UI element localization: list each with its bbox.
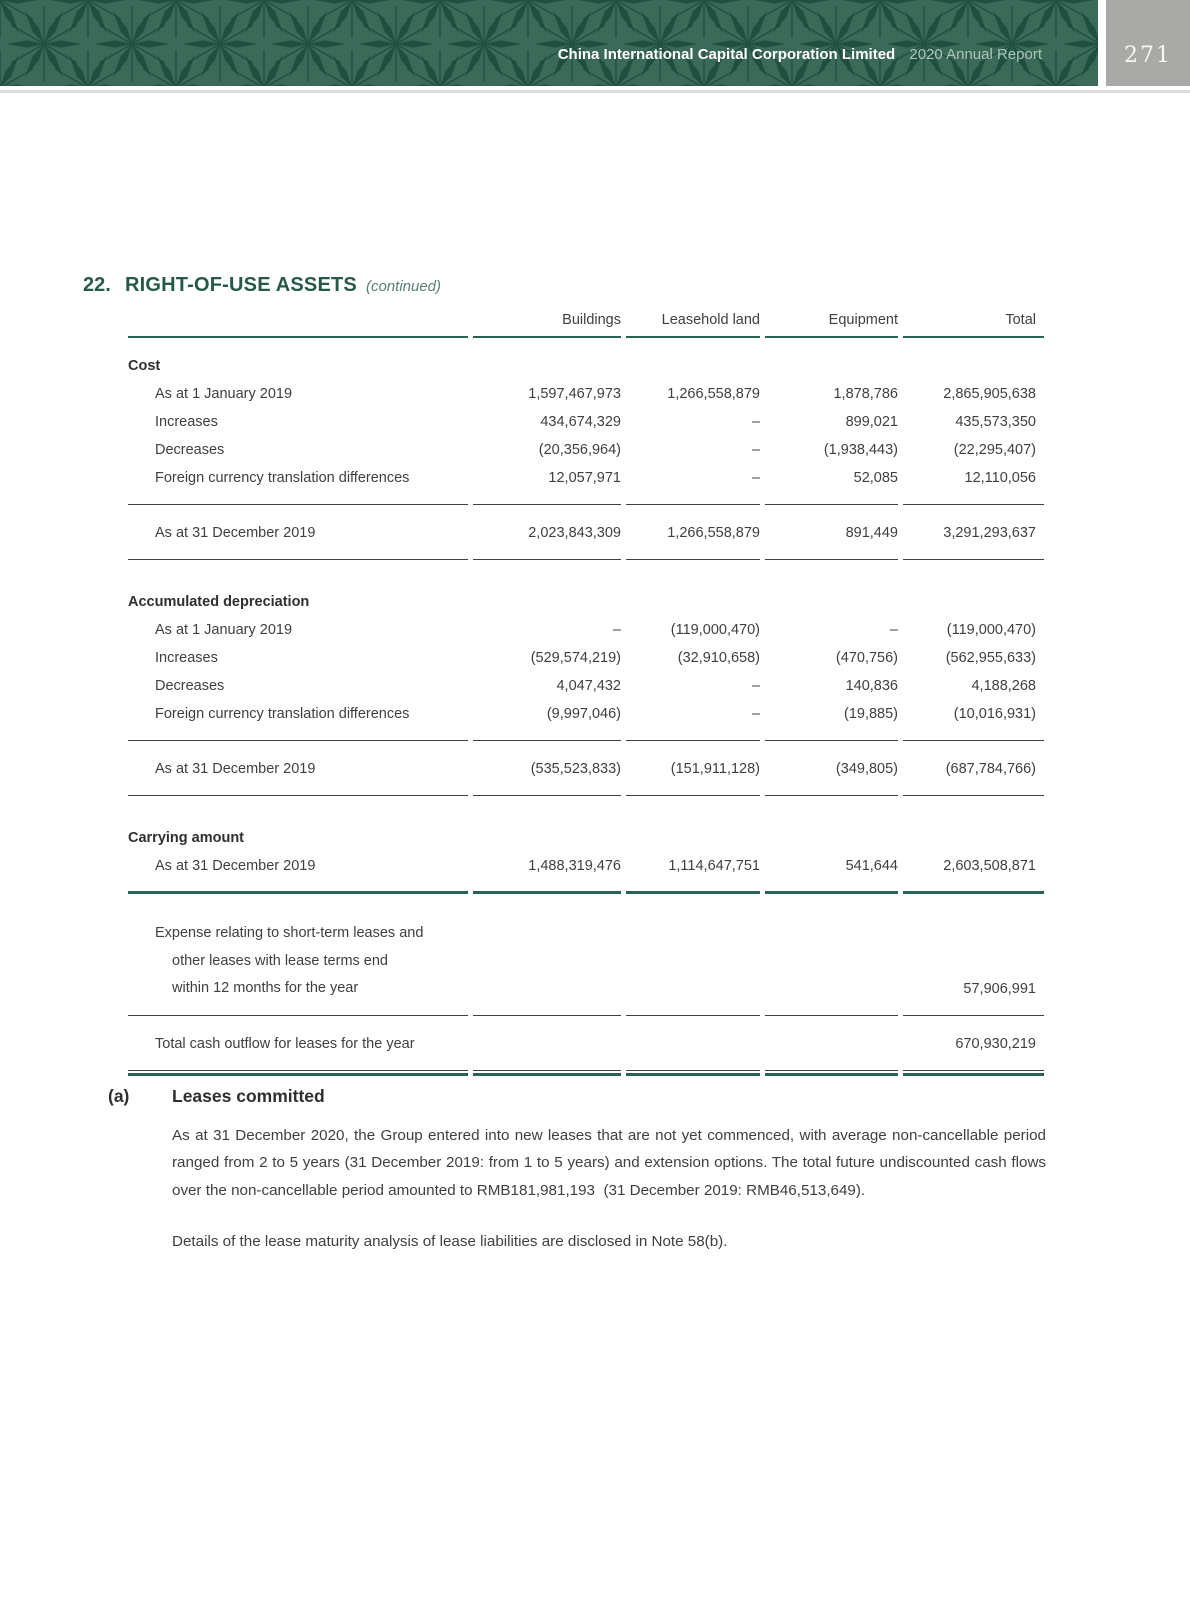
cell-value: 140,836 [845, 678, 898, 694]
table-row [128, 464, 1044, 505]
asanoha-pattern-icon [0, 0, 1098, 86]
cell-value: – [626, 700, 760, 741]
cell-value: (119,000,470) [946, 622, 1036, 638]
cell-value: (529,574,219) [530, 650, 621, 666]
cell-value [626, 1030, 760, 1071]
row-label: Increases [155, 650, 218, 666]
section-heading: Accumulated depreciation [128, 594, 310, 610]
cell-value: (119,000,470) [670, 622, 760, 638]
row-label: As at 31 December 2019 [128, 755, 468, 796]
table-header-row [128, 312, 1044, 338]
column-header: Leasehold land [626, 312, 760, 338]
section-a-body [172, 1122, 1051, 1256]
cell-value: (22,295,407) [953, 442, 1036, 458]
cell-value: 12,057,971 [473, 464, 621, 505]
cell-value: 4,047,432 [556, 678, 621, 694]
empty-cell [626, 338, 760, 380]
cell-value: 2,023,843,309 [473, 519, 621, 560]
cell-value: 891,449 [765, 519, 898, 560]
cell-value: – [612, 622, 621, 638]
cell-value: 1,266,558,879 [626, 519, 760, 560]
row-label: Increases [155, 414, 218, 430]
banner-text [558, 47, 1042, 62]
section-heading-row [128, 338, 1044, 380]
cell-value: 2,865,905,638 [943, 386, 1036, 402]
row-label: Foreign currency translation differences [128, 464, 468, 505]
note-continued-label: (continued) [365, 278, 442, 295]
cell-value: (20,356,964) [538, 442, 621, 458]
row-label: Foreign currency translation differences [128, 700, 468, 741]
cell-value: (535,523,833) [473, 755, 621, 796]
empty-cell [473, 338, 621, 380]
cell-value: 1,488,319,476 [473, 852, 621, 894]
empty-cell [903, 338, 1044, 380]
section-a [108, 1086, 1051, 1256]
spacer-cell [128, 560, 1044, 574]
row-label: As at 31 December 2019 [128, 852, 468, 894]
empty-cell [626, 810, 760, 852]
cell-value: (151,911,128) [626, 755, 760, 796]
rou-table [123, 312, 1049, 1076]
cell-value: 12,110,056 [903, 464, 1044, 505]
spacer-cell [128, 796, 1044, 810]
right-of-use-assets-table-wrap [123, 312, 1049, 1076]
section-a-heading: Leases committed [172, 1086, 325, 1106]
row-label-line: within 12 months for the year [172, 980, 359, 996]
spacer-cell [128, 505, 1044, 519]
spacer-cell [128, 1016, 1044, 1030]
table-row [128, 920, 1044, 1016]
table-row [128, 644, 1044, 672]
cell-value: 1,266,558,879 [667, 386, 760, 402]
cell-value: 435,573,350 [955, 414, 1036, 430]
row-label: Decreases [155, 678, 225, 694]
cell-value: (32,910,658) [677, 650, 760, 666]
cell-value [765, 1030, 898, 1071]
spacer-row [128, 560, 1044, 574]
cell-value: (19,885) [765, 700, 898, 741]
cell-value [765, 920, 898, 1016]
table-row [128, 519, 1044, 560]
table-row [128, 616, 1044, 644]
section-heading-row [128, 574, 1044, 616]
cell-value: 1,878,786 [833, 386, 898, 402]
cell-value: – [751, 414, 760, 430]
spacer-row [128, 796, 1044, 810]
banner-divider [0, 90, 1190, 93]
report-title: 2020 Annual Report [909, 46, 1042, 63]
header-banner [0, 0, 1098, 86]
empty-cell [765, 810, 898, 852]
table-row [128, 755, 1044, 796]
cell-value: – [751, 678, 760, 694]
cell-value [473, 920, 621, 1016]
cell-value: 4,188,268 [971, 678, 1036, 694]
empty-cell [626, 574, 760, 616]
cell-value: (10,016,931) [903, 700, 1044, 741]
section-a-paragraph-1: As at 31 December 2020, the Group entered into new leases that are not yet commenced, with average non-cancellable period ranged from 2 to 5 years (31 December 2019: from 1 to 5 years) and extension options. The total future undiscounted cash flows over the non-cancellable period amounted to RMB181,981,193 (31 December 2019: RMB46,513,649). [172, 1127, 1051, 1199]
cell-value: 541,644 [765, 852, 898, 894]
cell-value: (349,805) [765, 755, 898, 796]
cell-value: 434,674,329 [540, 414, 621, 430]
cell-value: – [626, 464, 760, 505]
cell-value: 670,930,219 [903, 1030, 1044, 1071]
empty-cell [473, 574, 621, 616]
table-row [128, 436, 1044, 464]
cell-value: – [751, 442, 760, 458]
rou-table-body [128, 312, 1044, 1076]
cell-value [626, 920, 760, 1016]
cell-value: 1,597,467,973 [528, 386, 621, 402]
cell-value [473, 1030, 621, 1071]
cell-value: (562,955,633) [945, 650, 1036, 666]
spacer-row [128, 894, 1044, 920]
row-label: As at 31 December 2019 [128, 519, 468, 560]
row-label: Decreases [155, 442, 225, 458]
section-a-heading-row [108, 1086, 1046, 1107]
table-row [128, 380, 1044, 408]
column-header: Equipment [765, 312, 898, 338]
row-label: As at 1 January 2019 [155, 622, 293, 638]
cell-value: 2,603,508,871 [903, 852, 1044, 894]
section-a-marker: (a) [108, 1086, 130, 1106]
empty-cell [765, 574, 898, 616]
spacer-row [128, 505, 1044, 519]
column-header: Total [903, 312, 1044, 338]
note-heading: RIGHT-OF-USE ASSETS [125, 274, 357, 296]
rule-cell [473, 1071, 621, 1076]
cell-value: (687,784,766) [903, 755, 1044, 796]
row-label-line: other leases with lease terms end [172, 952, 388, 969]
table-row [128, 408, 1044, 436]
empty-cell [903, 810, 1044, 852]
cell-value: 1,114,647,751 [626, 852, 760, 894]
table-row [128, 1030, 1044, 1071]
table-row [128, 672, 1044, 700]
note-number: 22. [83, 274, 111, 296]
empty-cell [765, 338, 898, 380]
cell-value: (470,756) [835, 650, 898, 666]
double-rule-row [128, 1071, 1044, 1076]
spacer-cell [128, 741, 1044, 755]
spacer-row [128, 1016, 1044, 1030]
row-label [128, 920, 468, 1016]
row-label-line: Expense relating to short-term leases and [155, 925, 424, 941]
company-name: China International Capital Corporation Limited [557, 46, 896, 63]
empty-cell [473, 810, 621, 852]
section-heading-row [128, 810, 1044, 852]
section-heading: Cost [128, 358, 161, 374]
cell-value: (1,938,443) [823, 442, 898, 458]
rule-cell [128, 1071, 468, 1076]
corner-cell [128, 312, 468, 338]
rule-cell [903, 1071, 1044, 1076]
cell-value: 3,291,293,637 [903, 519, 1044, 560]
section-a-paragraph-2: Details of the lease maturity analysis of lease liabilities are disclosed in Note 58(b). [172, 1233, 728, 1251]
spacer-row [128, 741, 1044, 755]
table-row [128, 700, 1044, 741]
page-number: 271 [1124, 42, 1172, 68]
cell-value: 52,085 [765, 464, 898, 505]
row-label: As at 1 January 2019 [155, 386, 293, 402]
rule-cell [626, 1071, 760, 1076]
cell-value: 57,906,991 [903, 920, 1044, 1016]
page-number-box [1106, 0, 1190, 86]
note-title [83, 274, 441, 297]
cell-value: – [889, 622, 898, 638]
table-row [128, 852, 1044, 894]
rule-cell [765, 1071, 898, 1076]
row-label: Total cash outflow for leases for the year [128, 1030, 468, 1071]
empty-cell [903, 574, 1044, 616]
cell-value: (9,997,046) [473, 700, 621, 741]
cell-value: 899,021 [845, 414, 898, 430]
column-header: Buildings [473, 312, 621, 338]
spacer-cell [128, 894, 1044, 920]
section-heading: Carrying amount [128, 830, 245, 846]
